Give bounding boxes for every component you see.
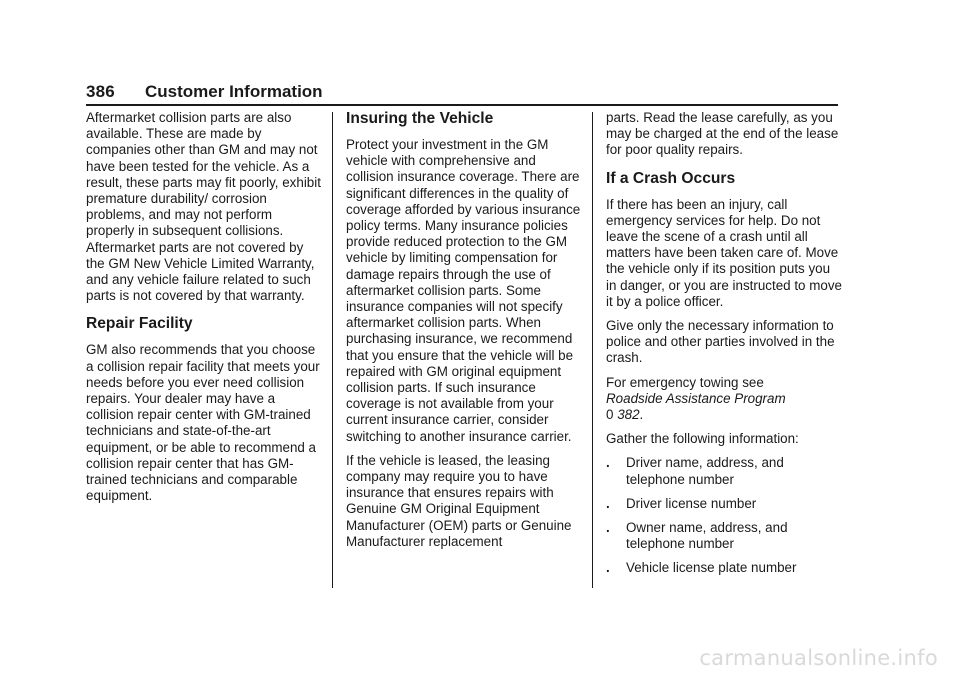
column-divider	[592, 112, 593, 588]
bullet-icon: .	[606, 455, 610, 471]
information-list	[606, 455, 842, 576]
towing-reference-page-line[interactable]	[606, 407, 842, 423]
list-item	[606, 520, 842, 552]
towing-reference-end: .	[639, 407, 644, 423]
lease-paragraph: If the vehicle is leased, the leasing company may require you to have insurance that ensures repairs with Genuine GM Original Equipment Manufacturer (OEM) parts or Genuine Manufacturer replacement	[346, 452, 572, 549]
crash-paragraph: If there has been an injury, call emergency services for help. Do not leave the scene of a crash until all matters have been taken care of. Move the vehicle only if its position puts you in danger, or you are instructed to move it by a police officer.	[606, 196, 842, 309]
repair-facility-heading: Repair Facility	[86, 315, 193, 333]
towing-reference-title[interactable]: Roadside Assistance Program	[606, 390, 786, 406]
watermark: carmanualsonline.info	[699, 646, 938, 670]
list-item-text: Driver license number	[626, 495, 757, 511]
crash-heading: If a Crash Occurs	[606, 169, 736, 187]
towing-text: For emergency towing see	[606, 374, 764, 390]
list-item-text: Driver name, address, and telephone number	[626, 455, 784, 487]
list-item	[606, 455, 842, 487]
section-title: Customer Information	[145, 82, 323, 101]
information-paragraph: Give only the necessary information to police and other parties involved in the crash.	[606, 318, 835, 366]
lease-continued-paragraph: parts. Read the lease carefully, as you may be charged at the end of the lease for poor quality repairs.	[606, 110, 839, 158]
list-item	[606, 496, 842, 512]
page-reference-icon: 0	[606, 407, 614, 423]
gather-paragraph: Gather the following information:	[606, 431, 799, 447]
towing-reference-page[interactable]: 382	[617, 407, 640, 423]
page-number: 386	[86, 82, 115, 101]
towing-reference[interactable]	[606, 391, 842, 407]
column-3	[606, 110, 842, 585]
aftermarket-parts-paragraph: Aftermarket collision parts are also available. These are made by companies other than GM and may not have been tested for the vehicle. As a result, these parts may fit poorly, exhibit premature durability/ corrosion problems, and may not perform properly in subsequent collisions. Aftermarket parts are not covered by the GM New Vehicle Limited Warranty, and any vehicle failure related to such parts is not covered by that warranty.	[86, 110, 321, 304]
column-divider	[332, 112, 333, 588]
insuring-heading: Insuring the Vehicle	[346, 110, 494, 127]
bullet-icon: .	[606, 495, 610, 511]
list-item-text: Vehicle license plate number	[626, 560, 797, 576]
bullet-icon: .	[606, 560, 610, 576]
insuring-paragraph: Protect your investment in the GM vehicle with comprehensive and collision insurance coverage. There are significant differences in the quality of coverage afforded by various insurance policy terms. Many insurance policies provide reduced protection to the GM vehicle by limiting compensation for damage repairs through the use of aftermarket collision parts. Some insurance companies will not specify aftermarket collision parts. When purchasing insurance, we recommend that you ensure that the vehicle will be repaired with GM original equipment collision parts. If such insurance coverage is not available from your current insurance carrier, consider switching to another insurance carrier.	[346, 137, 581, 444]
list-item-text: Owner name, address, and telephone number	[626, 520, 788, 552]
column-2	[346, 110, 582, 558]
repair-facility-paragraph: GM also recommends that you choose a collision repair facility that meets your needs before you ever need collision repairs. Your dealer may have a collision repair center with GM-trained technicians and state-of-the-art equipment, or be able to recommend a collision repair center that has GM-trained technicians and comparable equipment.	[86, 342, 320, 504]
column-1	[86, 110, 322, 512]
list-item	[606, 560, 842, 576]
bullet-icon: .	[606, 520, 610, 536]
page-header	[86, 82, 838, 106]
towing-paragraph	[606, 375, 842, 424]
